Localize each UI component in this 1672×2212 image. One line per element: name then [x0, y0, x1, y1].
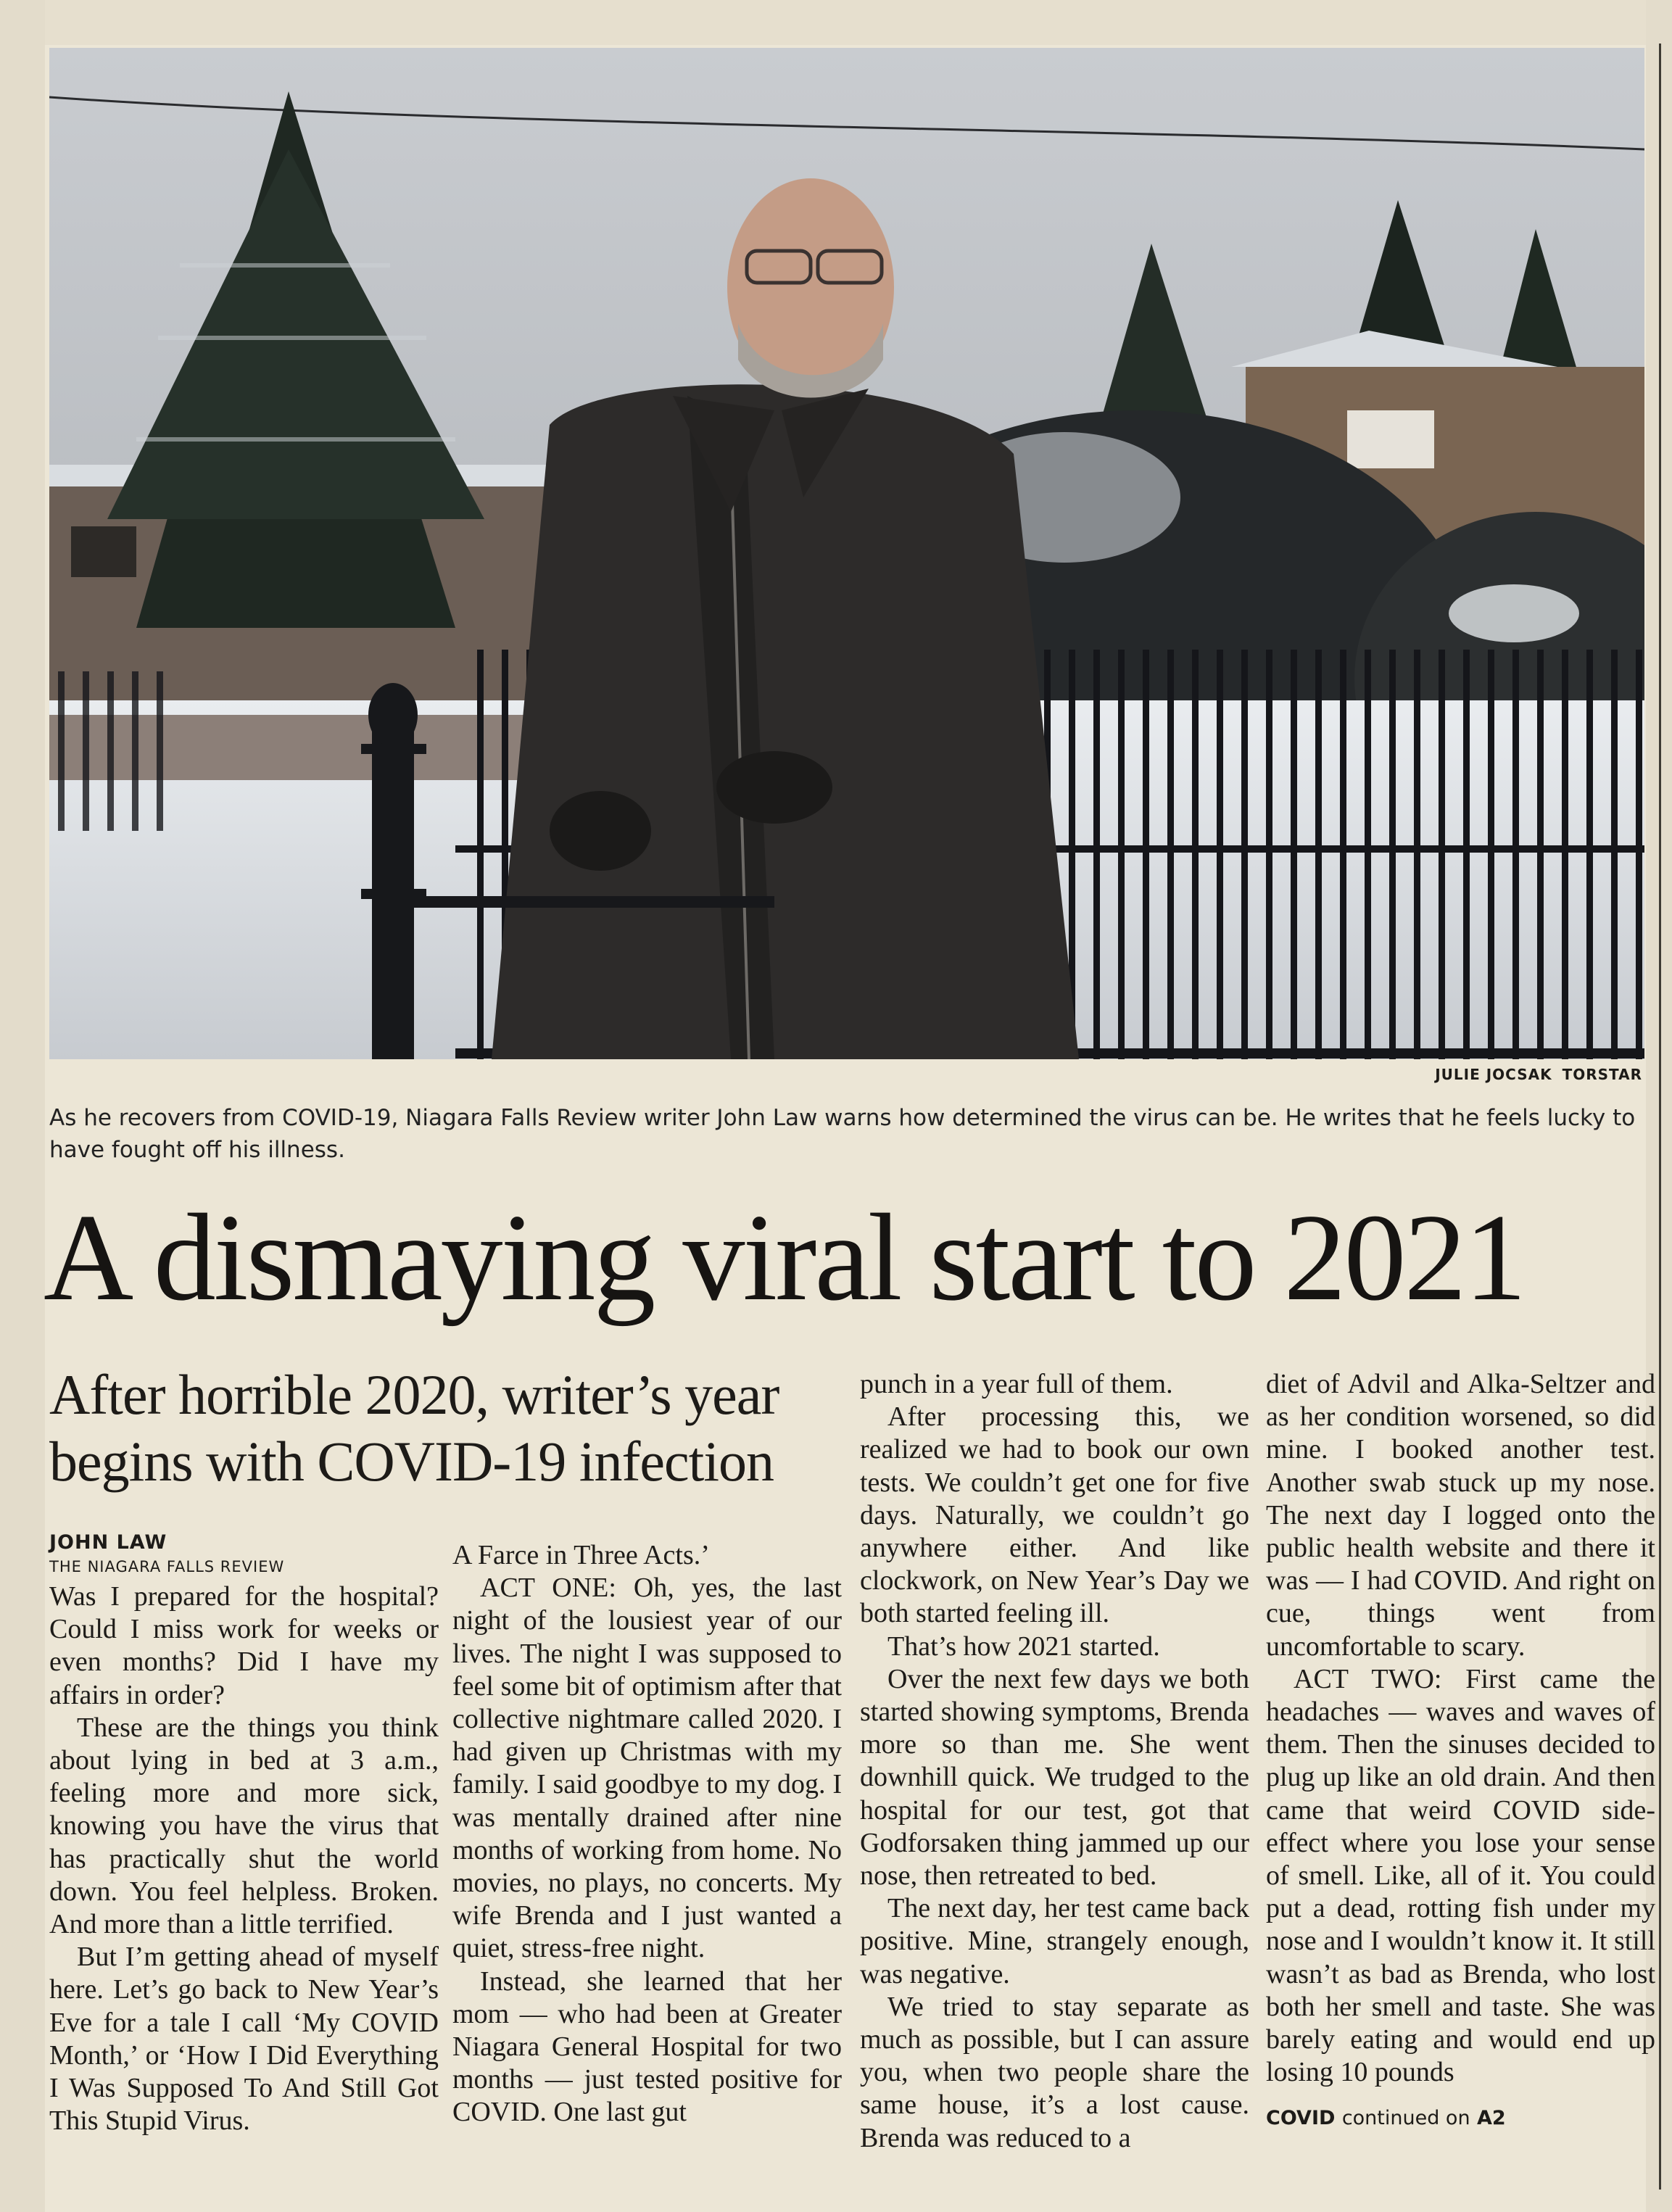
article-column-4: [1266, 1368, 1655, 2135]
continuation-line[interactable]: [1266, 2102, 1655, 2134]
adjacent-column-strip-top: [45, 0, 1646, 45]
feature-photo: [49, 48, 1644, 1059]
photo-credit: [1088, 1066, 1642, 1083]
photo-caption: As he recovers from COVID-19, Niagara Falls Review writer John Law warns how determined the virus can be. He writes that he feels lucky to have fought off his illness.: [49, 1105, 1636, 1163]
subheadline: After horrible 2020, writer’s year begins with COVID-19 infection: [49, 1363, 779, 1493]
paragraph: ACT ONE: Oh, yes, the last night of the lousiest year of our lives. The night I was supposed to feel some bit of optimism after that collective nightmare called 2020. I had given up Christmas with my family. I said goodbye to my dog. I was mentally drained after nine months of working from home. No movies, no plays, no concerts. My wife Brenda and I just wanted a quiet, stress-free night.: [452, 1573, 842, 1964]
paragraph: The next day, her test came back positive. Mine, strangely enough, was negative.: [860, 1893, 1249, 1989]
paragraph: But I’m getting ahead of myself here. Let’s go back to New Year’s Eve for a tale I call ‘My COVID Month,’ or ‘How I Did Everything I Was Supposed To And Still Got This Stupid Virus.: [49, 1942, 439, 2137]
photo-credit-org: TORSTAR: [1562, 1066, 1642, 1083]
paragraph: ACT TWO: First came the headaches — waves and waves of them. Then the sinuses decided to plug up like an old drain. And then came that weird COVID side-effect where you lose your sense of smell. Like, all of it. You could put a dead, rotting fish under my nose and I wouldn’t know it. It still wasn’t as bad as Brenda, who lost both her smell and taste. She was barely eating and would end up losing 10 pounds: [1266, 1663, 1655, 2088]
continuation-text: continued on: [1341, 2107, 1470, 2130]
paragraph: A Farce in Three Acts.’: [452, 1540, 710, 1570]
headline: A dismaying viral start to 2021: [44, 1189, 1525, 1327]
column-rule: [1659, 44, 1661, 2190]
byline-organization: THE NIAGARA FALLS REVIEW: [49, 1558, 285, 1575]
continuation-page: A2: [1476, 2107, 1506, 2130]
continuation-label: COVID: [1266, 2107, 1336, 2130]
paragraph: punch in a year full of them.: [860, 1369, 1173, 1399]
paragraph: diet of Advil and Alka-Seltzer and as her condition worsened, so did mine. I booked another test. Another swab stuck up my nose. The next day I logged onto the public health website and there it was — I had COVID. And right on cue, things went from uncomfortable to scary.: [1266, 1369, 1655, 1662]
paragraph: Over the next few days we both started showing symptoms, Brenda more so than me. She went downhill quick. We trudged to the hospital for our test, got that Godforsaken thing jammed up our nose, then retreated to bed.: [860, 1663, 1249, 1892]
photo-credit-name: JULIE JOCSAK: [1435, 1066, 1552, 1083]
paragraph: That’s how 2021 started.: [887, 1631, 1160, 1662]
article-column-2: [452, 1539, 842, 2129]
byline-author: JOHN LAW: [49, 1531, 167, 1554]
paragraph: After processing this, we realized we had to book our own tests. We couldn’t get one for five days. Naturally, we couldn’t go anywhere either. And like clockwork, on New Year’s Day we both started feeling ill.: [860, 1401, 1249, 1629]
paragraph: We tried to stay separate as much as possible, but I can assure you, when two people share the same house, it’s a lost cause. Brenda was reduced to a: [860, 1991, 1249, 2153]
article-column-3: [860, 1368, 1249, 2155]
paragraph: These are the things you think about lying in bed at 3 a.m., feeling more and more sick, knowing you have the virus that has practically shut the world down. You feel helpless. Broken. And more than a little terrified.: [49, 1712, 439, 1940]
article-column-1: [49, 1581, 439, 2137]
byline: [49, 1530, 441, 1578]
adjacent-page-strip-left: [0, 0, 45, 2212]
paragraph: Was I prepared for the hospital? Could I miss work for weeks or even months? Did I have my affairs in order?: [49, 1581, 439, 1710]
paragraph: Instead, she learned that her mom — who had been at Greater Niagara General Hospital for two months — just tested positive for COVID. One last gut: [452, 1965, 842, 2128]
